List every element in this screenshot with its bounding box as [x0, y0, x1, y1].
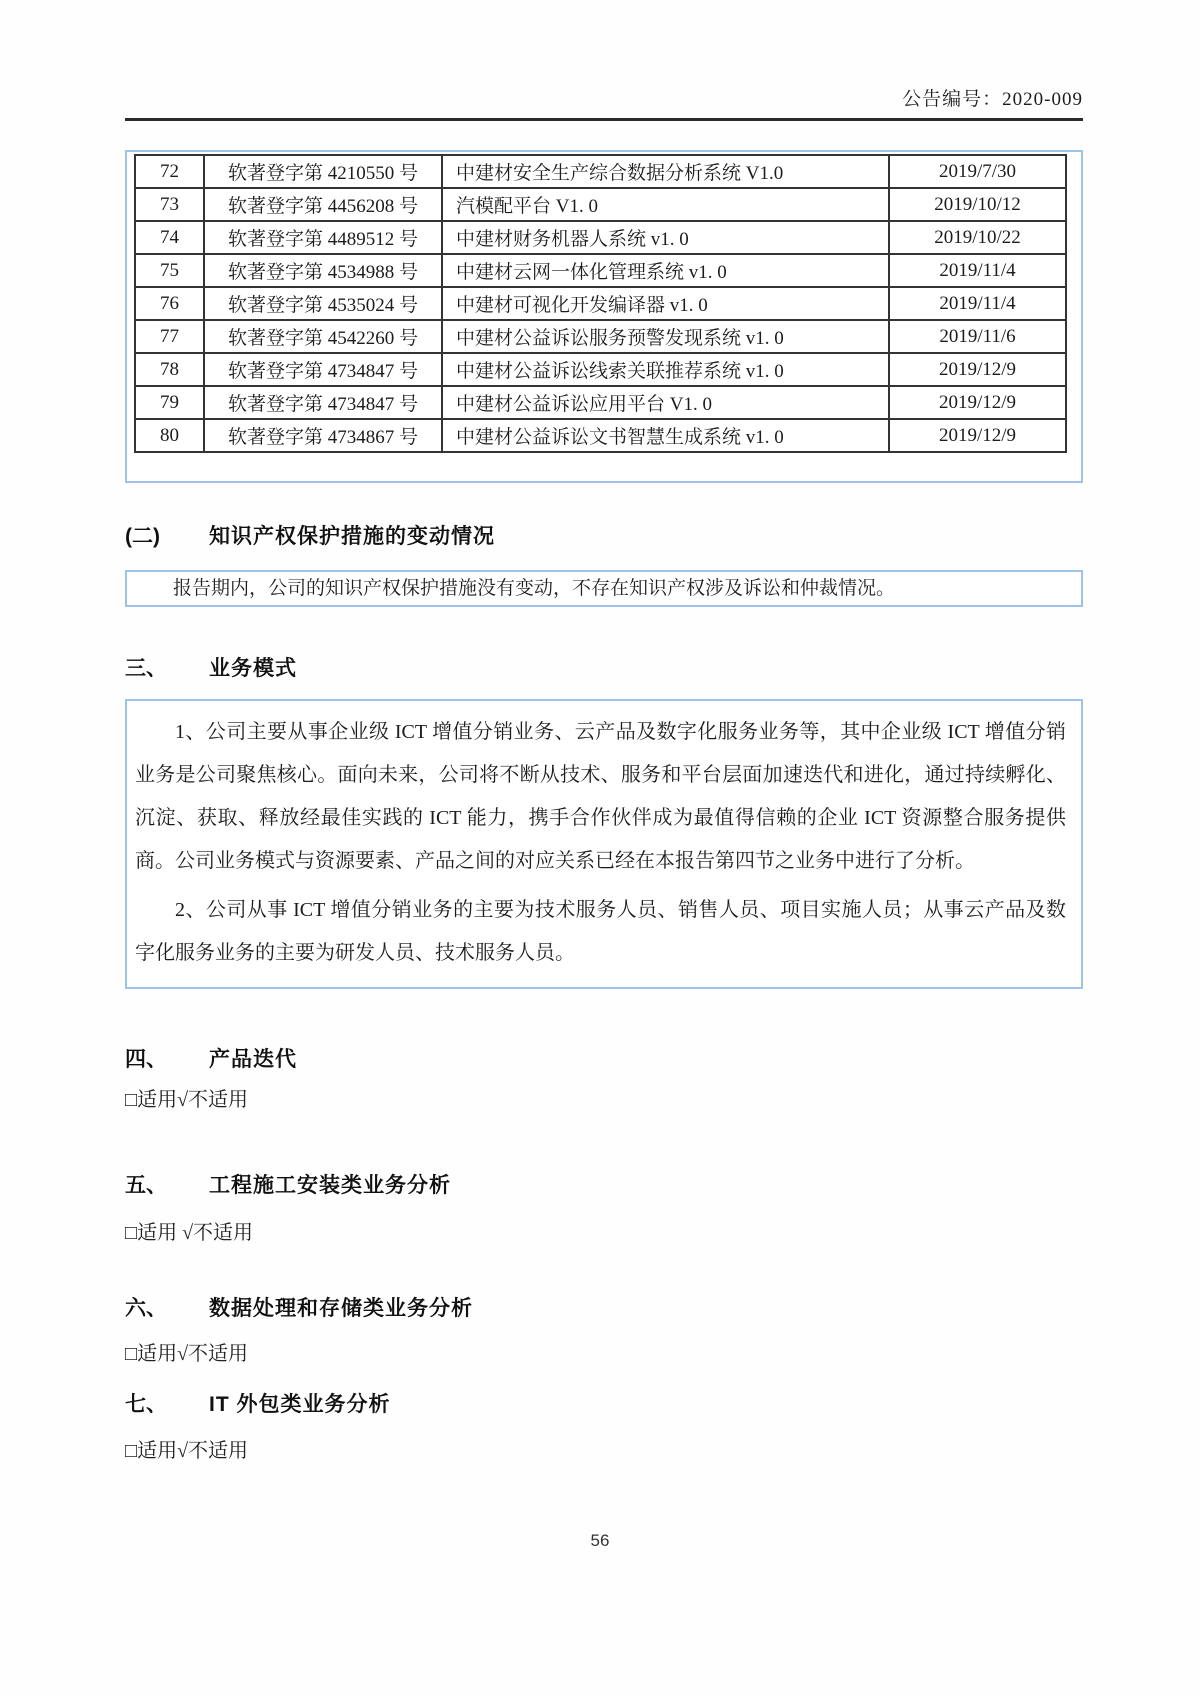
cell-index: 77 [135, 320, 204, 353]
cell-software-name: 中建材可视化开发编译器 v1. 0 [442, 287, 889, 320]
cell-software-name: 中建材公益诉讼文书智慧生成系统 v1. 0 [442, 419, 889, 452]
cell-date: 2019/11/4 [889, 254, 1066, 287]
cell-date: 2019/12/9 [889, 419, 1066, 452]
cell-index: 75 [135, 254, 204, 287]
business-model-box [125, 699, 1083, 989]
cell-registration-no: 软著登字第 4489512 号 [204, 221, 442, 254]
cell-date: 2019/11/6 [889, 320, 1066, 353]
cell-date: 2019/10/12 [889, 188, 1066, 221]
cell-date: 2019/11/4 [889, 287, 1066, 320]
table-row [135, 188, 1066, 221]
cell-software-name: 中建材公益诉讼线索关联推荐系统 v1. 0 [442, 353, 889, 386]
section-label: 五、 [125, 1174, 167, 1197]
section-title: 工程施工安装类业务分析 [209, 1174, 451, 1197]
table-row [135, 287, 1066, 320]
cell-index: 72 [135, 155, 204, 188]
cell-software-name: 中建材安全生产综合数据分析系统 V1.0 [442, 155, 889, 188]
table-row [135, 353, 1066, 386]
section-heading-data-processing [125, 1294, 1200, 1324]
section-title: 产品迭代 [209, 1048, 297, 1071]
section-title: 数据处理和存储类业务分析 [209, 1297, 473, 1320]
cell-registration-no: 软著登字第 4456208 号 [204, 188, 442, 221]
software-copyright-table [134, 154, 1067, 453]
section-heading-construction [125, 1171, 1200, 1201]
applicability-it-outsourcing: □适用√不适用 [125, 1440, 249, 1462]
section-heading-ip-change [125, 522, 1200, 552]
section-label: (二) [125, 525, 160, 548]
cell-software-name: 中建材财务机器人系统 v1. 0 [442, 221, 889, 254]
cell-software-name: 中建材公益诉讼应用平台 V1. 0 [442, 386, 889, 419]
ip-change-note-box [125, 570, 1083, 607]
cell-registration-no: 软著登字第 4734847 号 [204, 386, 442, 419]
cell-date: 2019/10/22 [889, 221, 1066, 254]
cell-index: 73 [135, 188, 204, 221]
cell-software-name: 汽模配平台 V1. 0 [442, 188, 889, 221]
applicability-construction: □适用 √不适用 [125, 1222, 254, 1244]
applicability-product-iteration: □适用√不适用 [125, 1089, 249, 1111]
table-row [135, 254, 1066, 287]
cell-software-name: 中建材云网一体化管理系统 v1. 0 [442, 254, 889, 287]
section-title: 业务模式 [209, 657, 297, 680]
cell-index: 74 [135, 221, 204, 254]
table-row [135, 221, 1066, 254]
cell-date: 2019/7/30 [889, 155, 1066, 188]
section-label: 七、 [125, 1393, 167, 1416]
table-row [135, 320, 1066, 353]
business-model-paragraph-1: 1、公司主要从事企业级 ICT 增值分销业务、云产品及数字化服务业务等，其中企业级 ICT 增值分销业务是公司聚焦核心。面向未来，公司将不断从技术、服务和平台层面加速迭代和进化，通过持续孵化、沉淀、获取、释放经最佳实践的 ICT 能力，携手合作伙伴成为最值得信赖的企业 ICT 资源整合服务提供商。公司业务模式与资源要素、产品之间的对应关系已经在本报告第四节之业务中进行了分析。 [135, 721, 1066, 872]
copyright-table-box [125, 150, 1083, 483]
cell-registration-no: 软著登字第 4210550 号 [204, 155, 442, 188]
section-title: IT 外包类业务分析 [209, 1393, 391, 1416]
table-row [135, 419, 1066, 452]
section-title: 知识产权保护措施的变动情况 [209, 525, 495, 548]
applicability-data-processing: □适用√不适用 [125, 1343, 249, 1365]
cell-registration-no: 软著登字第 4734867 号 [204, 419, 442, 452]
section-heading-business-model [125, 654, 1200, 684]
section-label: 四、 [125, 1048, 167, 1071]
cell-registration-no: 软著登字第 4534988 号 [204, 254, 442, 287]
cell-date: 2019/12/9 [889, 386, 1066, 419]
section-label: 六、 [125, 1297, 167, 1320]
section-heading-product-iteration [125, 1045, 1200, 1075]
section-label: 三、 [125, 657, 167, 680]
announcement-number: 公告编号：2020-009 [902, 89, 1083, 110]
cell-software-name: 中建材公益诉讼服务预警发现系统 v1. 0 [442, 320, 889, 353]
cell-registration-no: 软著登字第 4535024 号 [204, 287, 442, 320]
cell-registration-no: 软著登字第 4542260 号 [204, 320, 442, 353]
section-heading-it-outsourcing [125, 1390, 1200, 1420]
cell-index: 78 [135, 353, 204, 386]
page-number: 56 [590, 1531, 610, 1550]
cell-index: 79 [135, 386, 204, 419]
table-row [135, 386, 1066, 419]
cell-date: 2019/12/9 [889, 353, 1066, 386]
table-row [135, 155, 1066, 188]
cell-index: 80 [135, 419, 204, 452]
cell-registration-no: 软著登字第 4734847 号 [204, 353, 442, 386]
business-model-paragraph-2: 2、公司从事 ICT 增值分销业务的主要为技术服务人员、销售人员、项目实施人员；从事云产品及数字化服务业务的主要为研发人员、技术服务人员。 [135, 899, 1066, 964]
header-rule [125, 118, 1083, 121]
ip-change-note-text: 报告期内，公司的知识产权保护措施没有变动，不存在知识产权涉及诉讼和仲裁情况。 [173, 578, 896, 599]
cell-index: 76 [135, 287, 204, 320]
